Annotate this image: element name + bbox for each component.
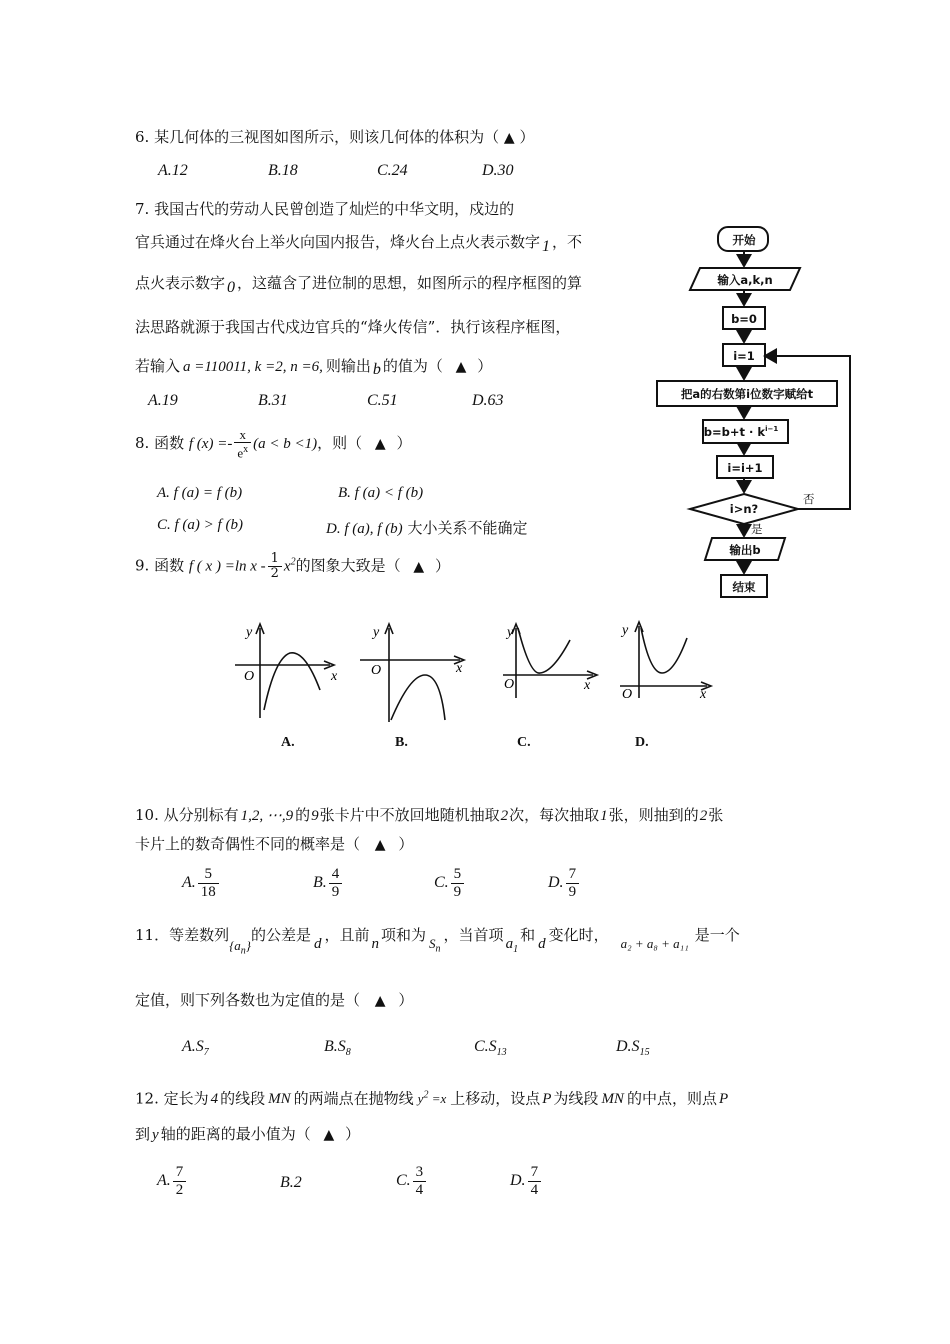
q9-graph-c-curve xyxy=(518,628,570,673)
q6-stem: 6. 某几何体的三视图如图所示，则该几何体的体积为（ ▲ ） xyxy=(135,128,535,146)
svg-text:y: y xyxy=(246,625,253,640)
q9-label-d: D. xyxy=(635,735,649,750)
q9-label-a: A. xyxy=(281,735,295,750)
flowchart-i1-label: i=1 xyxy=(733,349,755,363)
q9-graph-c[interactable] xyxy=(498,620,608,700)
svg-text:O: O xyxy=(371,663,382,678)
flowchart-end-label: 结束 xyxy=(732,580,756,594)
q8-stem: 8. 函数 f (x) =- $\frac{x}{e^x}$ (a < b <1)，则（ ▲ ） xyxy=(135,427,412,461)
q7-line2: 官兵通过在烽火台上举火向国内报告，烽火台上点火表示数字 1 ，不 xyxy=(135,233,583,255)
q7-line5: 若输入 a =110011, k =2, n =6, 则输出 b 的值为（ ▲ ） xyxy=(135,357,493,378)
q11-option-a[interactable]: $A.S_7$ xyxy=(182,1038,209,1059)
q12-option-d[interactable]: D. $\frac{7}{4}$ xyxy=(510,1164,543,1199)
triangle-icon: ▲ xyxy=(374,993,386,1009)
q9-fraction: $\frac{1}{2}$ xyxy=(268,552,282,581)
triangle-icon: ▲ xyxy=(503,130,515,146)
q8-option-d[interactable]: D. f (a), f (b) 大小关系不能确定 xyxy=(326,519,528,537)
q8-fraction: $\frac{x}{e^x}$ xyxy=(234,428,251,460)
q9-graph-b[interactable] xyxy=(355,620,475,725)
triangle-icon: ▲ xyxy=(374,837,386,853)
svg-text:O: O xyxy=(244,669,255,684)
q8-option-c[interactable]: C. f (a) > f (b) xyxy=(157,517,243,533)
q11-option-b[interactable]: $B.S_8$ xyxy=(324,1038,351,1059)
flowchart-no-label: 否 xyxy=(803,492,815,506)
svg-text:O: O xyxy=(622,687,633,700)
q7-option-d[interactable]: D.63 xyxy=(472,392,504,409)
q9-label-b: B. xyxy=(395,735,408,750)
q10-option-b[interactable]: B. $\frac{4}{9}$ xyxy=(313,866,344,901)
q10-line2: 卡片上的数奇偶性不同的概率是（ ▲ ） xyxy=(135,835,414,853)
flowchart-inc-label: i=i+1 xyxy=(727,461,763,475)
svg-text:x: x xyxy=(456,661,463,676)
q9-stem: 9. 函数 f ( x ) =ln x - $\frac{1}{2}$ $x^2$的图象大致是（ ▲ ） xyxy=(135,551,450,581)
q11-line1: 11．等差数列$\{a_n\}$的公差是 d ，且前 n 项和为 $S_n$，当首项 $a_1$和 d 变化时， a₂ + a₈ + a₁₁ 是一个 xyxy=(135,926,740,957)
q12-option-a[interactable]: A. $\frac{7}{2}$ xyxy=(157,1164,188,1199)
flowchart-input-label: 输入a,k,n xyxy=(717,273,773,287)
svg-text:x: x xyxy=(584,678,591,693)
q10-option-d[interactable]: D. $\frac{7}{9}$ xyxy=(548,866,581,901)
q7-line4: 法思路就源于我国古代戍边官兵的“烽火传信”．执行该程序框图， xyxy=(135,318,571,336)
q9-graph-b-curve xyxy=(391,675,445,720)
q7-option-b[interactable]: B.31 xyxy=(258,392,288,409)
svg-text:y: y xyxy=(622,623,629,638)
q8-option-b[interactable]: B. f (a) < f (b) xyxy=(338,485,424,501)
q9-label-c: C. xyxy=(517,735,531,750)
q10-option-c[interactable]: C. $\frac{5}{9}$ xyxy=(434,866,466,901)
q12-option-b[interactable]: B.2 xyxy=(280,1174,302,1191)
q6-option-b[interactable]: B.18 xyxy=(268,162,298,179)
q11-line2: 定值，则下列各数也为定值的是（ ▲ ） xyxy=(135,991,414,1009)
q9-graph-d-curve xyxy=(641,628,687,673)
svg-text:x: x xyxy=(700,687,707,700)
triangle-icon: ▲ xyxy=(323,1127,335,1143)
triangle-icon: ▲ xyxy=(413,558,425,575)
q9-graph-d[interactable] xyxy=(612,618,722,700)
q7-line1: 7. 我国古代的劳动人民曾创造了灿烂的中华文明，戍边的 xyxy=(135,200,515,218)
flowchart-assign-label: 把a的右数第i位数字赋给t xyxy=(680,387,814,401)
flowchart-yes-label: 是 xyxy=(751,522,763,536)
q6-option-c[interactable]: C.24 xyxy=(377,162,408,179)
q10-option-a[interactable]: A. $\frac{5}{18}$ xyxy=(182,866,221,901)
q6-option-d[interactable]: D.30 xyxy=(482,162,514,179)
flowchart-update-label: $b=b+t \cdot k^{i-1}$ xyxy=(703,425,779,439)
flowchart-b0-label: b=0 xyxy=(731,312,757,326)
flowchart-cond-label: i>n? xyxy=(729,502,759,516)
q12-line2: 到 y 轴的距离的最小值为（ ▲ ） xyxy=(135,1125,361,1143)
flowchart-output-label: 输出b xyxy=(729,543,761,557)
q11-option-d[interactable]: $D.S_{15}$ xyxy=(616,1038,650,1059)
svg-text:x: x xyxy=(331,669,338,684)
triangle-icon: ▲ xyxy=(455,359,467,375)
triangle-icon: ▲ xyxy=(374,436,386,453)
q10-line1: 10. 从分别标有 1,2, ⋯,9 的9张卡片中不放回地随机抽取2次，每次抽取1张，则抽到的2张 xyxy=(135,806,724,824)
q11-option-c[interactable]: $C.S_{13}$ xyxy=(474,1038,507,1059)
flowchart-start-label: 开始 xyxy=(732,233,756,247)
q8-option-a[interactable]: A. f (a) = f (b) xyxy=(157,485,243,501)
q9-graph-a-curve xyxy=(264,653,320,710)
svg-text:y: y xyxy=(507,625,514,640)
q7-line3: 点火表示数字 0 ，这蕴含了进位制的思想，如图所示的程序框图的算 xyxy=(135,274,583,296)
q7-option-a[interactable]: A.19 xyxy=(148,392,178,409)
flowchart xyxy=(645,222,860,602)
q12-option-c[interactable]: C. $\frac{3}{4}$ xyxy=(396,1164,428,1199)
svg-text:y: y xyxy=(373,625,380,640)
q12-line1: 12. 定长为 4 的线段 MN 的两端点在抛物线 $y^2 =x$ 上移动，设点 P 为线段 MN 的中点，则点 P xyxy=(135,1089,729,1108)
q6-option-a[interactable]: A.12 xyxy=(158,162,188,179)
q7-option-c[interactable]: C.51 xyxy=(367,392,398,409)
q9-graph-a[interactable] xyxy=(230,620,350,720)
svg-text:O: O xyxy=(504,677,515,692)
